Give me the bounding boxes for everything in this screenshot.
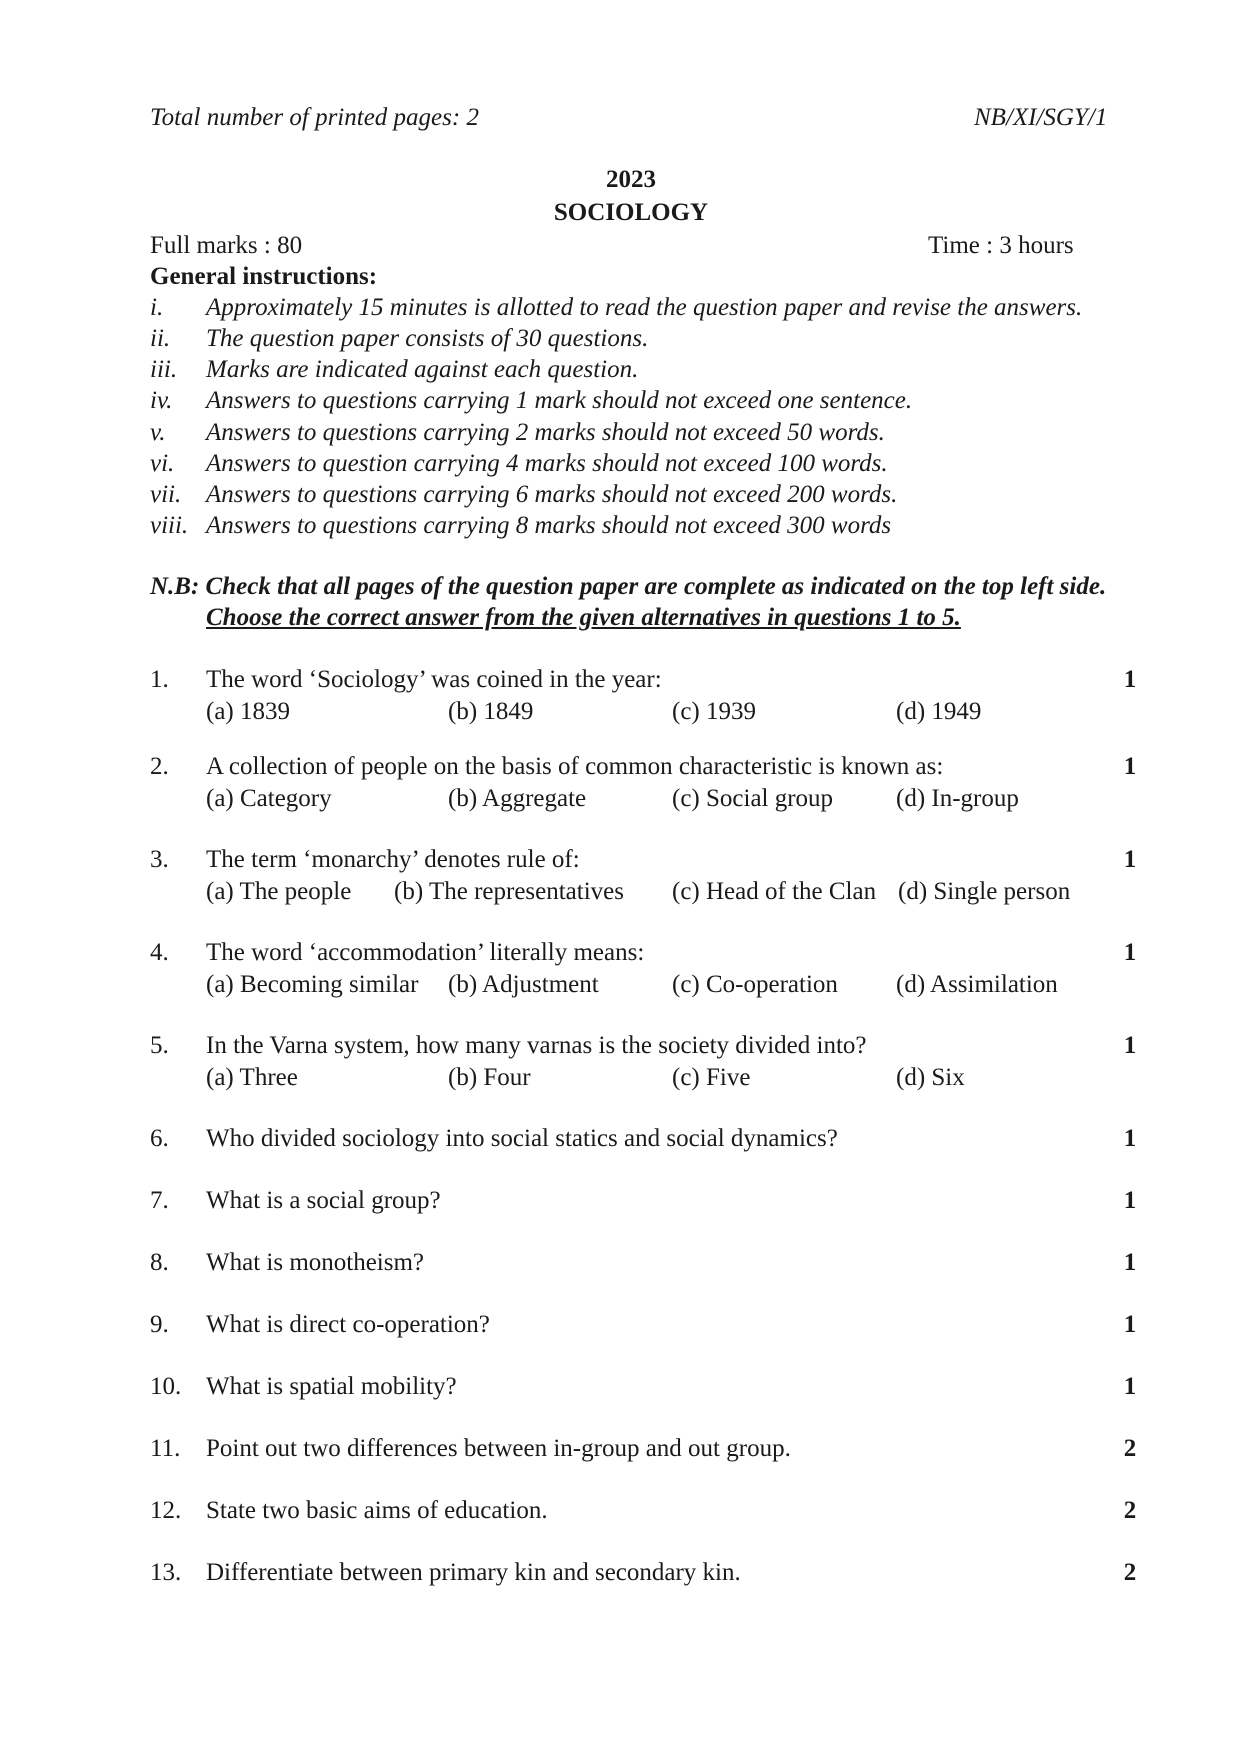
question-number: 5. <box>150 1032 169 1059</box>
question-item <box>0 1125 1240 1185</box>
question-number: 9. <box>150 1311 169 1338</box>
instruction-text: Marks are indicated against each question. <box>206 356 639 383</box>
question-number: 2. <box>150 753 169 780</box>
question-item <box>0 753 1240 813</box>
question-number: 12. <box>150 1497 182 1524</box>
question-marks: 2 <box>1123 1559 1137 1586</box>
option-b: (b) 1849 <box>448 698 534 725</box>
question-number: 7. <box>150 1187 169 1214</box>
option-d: (d) 1949 <box>896 698 982 725</box>
instructions-heading: General instructions: <box>150 263 378 290</box>
option-a: (a) The people <box>206 878 352 905</box>
instruction-text: Answers to questions carrying 2 marks should not exceed 50 words. <box>206 419 885 446</box>
question-item <box>0 1032 1240 1092</box>
question-marks: 1 <box>1123 1373 1137 1400</box>
option-a: (a) Becoming similar <box>206 971 419 998</box>
question-number: 6. <box>150 1125 169 1152</box>
instruction-text: Answers to question carrying 4 marks should not exceed 100 words. <box>206 450 888 477</box>
instruction-text: The question paper consists of 30 questions. <box>206 325 649 352</box>
exam-time: Time : 3 hours <box>928 232 1074 259</box>
question-marks: 1 <box>1123 753 1137 780</box>
question-number: 8. <box>150 1249 169 1276</box>
exam-subject: SOCIOLOGY <box>553 199 709 226</box>
question-item <box>0 1311 1240 1371</box>
question-marks: 1 <box>1123 1311 1137 1338</box>
option-c: (c) Five <box>672 1064 751 1091</box>
question-text: Differentiate between primary kin and secondary kin. <box>206 1559 741 1586</box>
option-a: (a) Category <box>206 785 332 812</box>
question-number: 1. <box>150 666 169 693</box>
question-text: In the Varna system, how many varnas is the society divided into? <box>206 1032 867 1059</box>
question-number: 4. <box>150 939 169 966</box>
option-d: (d) Assimilation <box>896 971 1058 998</box>
instruction-number: vii. <box>150 481 182 508</box>
instruction-text: Answers to questions carrying 1 mark should not exceed one sentence. <box>206 387 913 414</box>
option-b: (b) The representatives <box>394 878 624 905</box>
question-marks: 1 <box>1123 666 1137 693</box>
section-instruction: Choose the correct answer from the given alternatives in questions 1 to 5. <box>206 604 961 631</box>
question-text: What is direct co-operation? <box>206 1311 490 1338</box>
question-marks: 1 <box>1123 939 1137 966</box>
instruction-text: Answers to questions carrying 8 marks should not exceed 300 words <box>206 512 892 539</box>
option-b: (b) Four <box>448 1064 531 1091</box>
option-d: (d) In-group <box>896 785 1019 812</box>
question-text: A collection of people on the basis of common characteristic is known as: <box>206 753 944 780</box>
question-item <box>0 1373 1240 1433</box>
question-text: The term ‘monarchy’ denotes rule of: <box>206 846 580 873</box>
instruction-number: vi. <box>150 450 175 477</box>
question-text: Point out two differences between in-group and out group. <box>206 1435 791 1462</box>
option-c: (c) Co-operation <box>672 971 838 998</box>
option-b: (b) Aggregate <box>448 785 587 812</box>
question-number: 10. <box>150 1373 182 1400</box>
printed-pages-note: Total number of printed pages: 2 <box>150 104 479 131</box>
question-marks: 1 <box>1123 1125 1137 1152</box>
instruction-text: Answers to questions carrying 6 marks should not exceed 200 words. <box>206 481 898 508</box>
question-item <box>0 1559 1240 1619</box>
question-text: State two basic aims of education. <box>206 1497 548 1524</box>
question-text: What is spatial mobility? <box>206 1373 457 1400</box>
question-text: The word ‘accommodation’ literally means: <box>206 939 645 966</box>
question-item <box>0 846 1240 906</box>
question-number: 11. <box>150 1435 181 1462</box>
option-c: (c) 1939 <box>672 698 756 725</box>
full-marks: Full marks : 80 <box>150 232 303 259</box>
instruction-number: iv. <box>150 387 173 414</box>
instruction-number: viii. <box>150 512 189 539</box>
option-c: (c) Social group <box>672 785 834 812</box>
question-marks: 1 <box>1123 846 1137 873</box>
question-item <box>0 1435 1240 1495</box>
instruction-number: ii. <box>150 325 171 352</box>
option-d: (d) Single person <box>898 878 1071 905</box>
question-marks: 2 <box>1123 1497 1137 1524</box>
question-item <box>0 666 1240 726</box>
question-item <box>0 939 1240 999</box>
option-b: (b) Adjustment <box>448 971 599 998</box>
question-marks: 1 <box>1123 1032 1137 1059</box>
question-item <box>0 1187 1240 1247</box>
question-item <box>0 1249 1240 1309</box>
option-a: (a) 1839 <box>206 698 290 725</box>
question-marks: 2 <box>1123 1435 1137 1462</box>
paper-code: NB/XI/SGY/1 <box>974 104 1108 131</box>
instruction-number: v. <box>150 419 166 446</box>
question-marks: 1 <box>1123 1249 1137 1276</box>
option-c: (c) Head of the Clan <box>672 878 877 905</box>
question-item <box>0 1497 1240 1557</box>
instruction-text: Approximately 15 minutes is allotted to read the question paper and revise the answers. <box>206 294 1083 321</box>
option-d: (d) Six <box>896 1064 965 1091</box>
question-text: What is a social group? <box>206 1187 441 1214</box>
option-a: (a) Three <box>206 1064 298 1091</box>
instruction-number: i. <box>150 294 164 321</box>
exam-year: 2023 <box>606 166 656 193</box>
instruction-number: iii. <box>150 356 178 383</box>
question-text: The word ‘Sociology’ was coined in the year: <box>206 666 662 693</box>
question-marks: 1 <box>1123 1187 1137 1214</box>
question-number: 3. <box>150 846 169 873</box>
question-text: What is monotheism? <box>206 1249 425 1276</box>
question-number: 13. <box>150 1559 182 1586</box>
question-text: Who divided sociology into social statics and social dynamics? <box>206 1125 838 1152</box>
nb-note: N.B: Check that all pages of the question paper are complete as indicated on the top left side. <box>150 573 1107 600</box>
